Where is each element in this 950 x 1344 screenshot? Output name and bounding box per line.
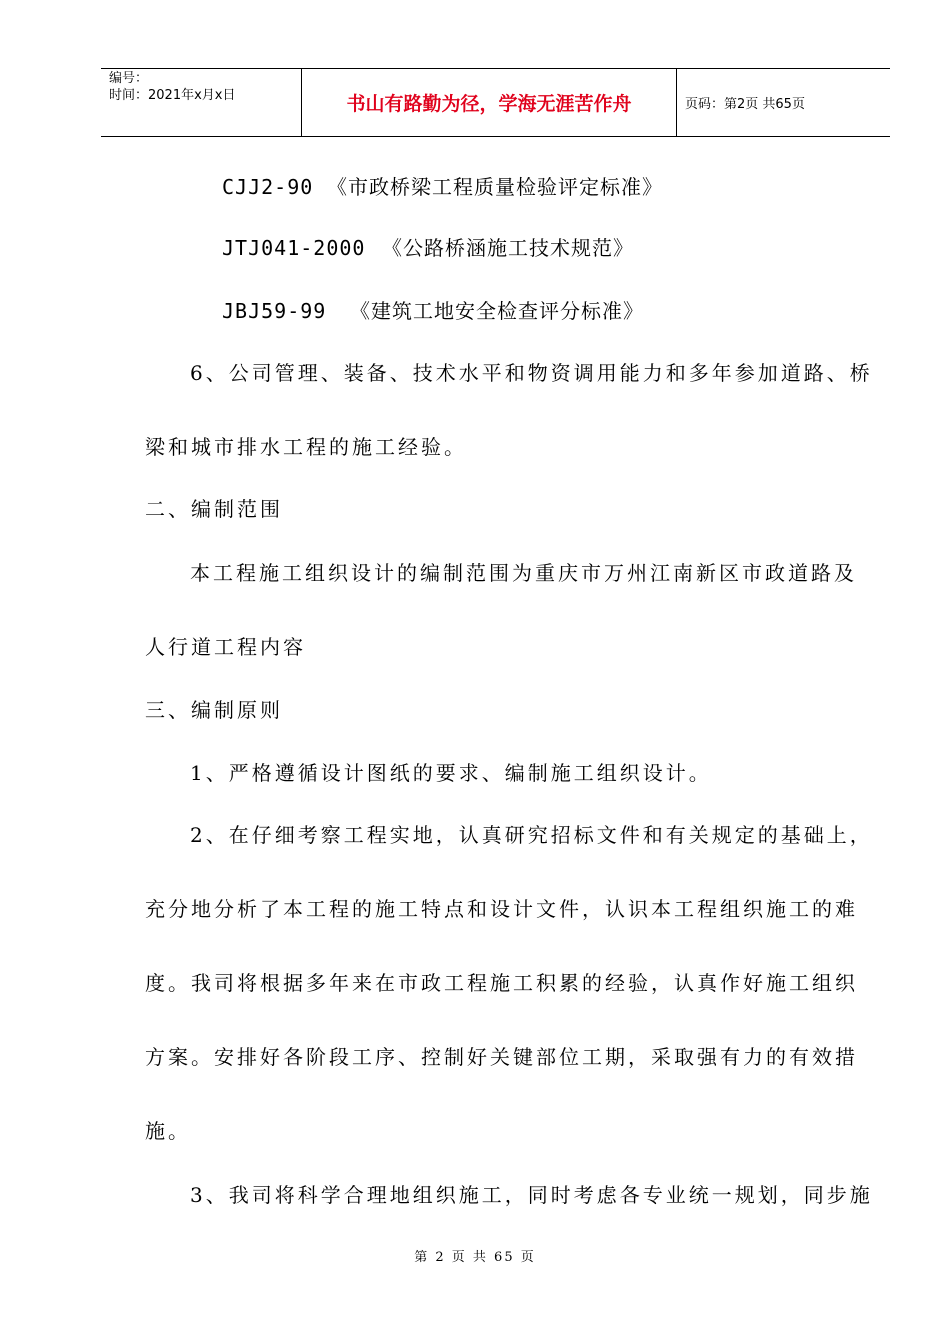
paragraph-line: 方案。安排好各阶段工序、控制好关键部位工期，采取强有力的有效措 (145, 1045, 858, 1069)
paragraph-line: 本工程施工组织设计的编制范围为重庆市万州江南新区市政道路及 (190, 561, 857, 585)
standard-code: CJJ2-90 (222, 175, 314, 199)
standard-title: 《公路桥涵施工技术规范》 (382, 236, 634, 260)
header-meta (101, 69, 301, 136)
paragraph-line: 梁和城市排水工程的施工经验。 (145, 435, 467, 459)
paragraph-line: 1、严格遵循设计图纸的要求、编制施工组织设计。 (190, 761, 712, 785)
standard-code: JBJ59-99 (222, 299, 327, 323)
page-footer: 第 2 页 共 65 页 (414, 1250, 536, 1265)
time-label: 时间：2021年x月x日 (109, 88, 236, 103)
number-label: 编号： (109, 71, 149, 86)
paragraph-line: 人行道工程内容 (145, 635, 306, 659)
standard-item (222, 298, 644, 324)
standard-item (222, 235, 634, 261)
paragraph-line: 施。 (145, 1119, 191, 1143)
standard-title: 《建筑工地安全检查评分标准》 (350, 299, 644, 323)
section-heading: 二、编制范围 (145, 497, 283, 521)
standard-title: 《市政桥梁工程质量检验评定标准》 (327, 175, 663, 199)
section-heading: 三、编制原则 (145, 698, 283, 722)
header-page-info: 页码：第2页 共65页 (685, 97, 805, 112)
page-header (101, 68, 890, 137)
paragraph-line: 充分地分析了本工程的施工特点和设计文件，认识本工程组织施工的难 (145, 897, 858, 921)
standard-item (222, 174, 663, 200)
paragraph-line: 2、在仔细考察工程实地，认真研究招标文件和有关规定的基础上， (190, 823, 873, 847)
paragraph-line: 度。我司将根据多年来在市政工程施工积累的经验，认真作好施工组织 (145, 971, 858, 995)
standard-code: JTJ041-2000 (222, 236, 366, 260)
paragraph-line: 3、我司将科学合理地组织施工，同时考虑各专业统一规划，同步施 (190, 1183, 873, 1207)
header-motto: 书山有路勤为径，学海无涯苦作舟 (301, 69, 677, 136)
paragraph-line: 6、公司管理、装备、技术水平和物资调用能力和多年参加道路、桥 (190, 361, 873, 385)
